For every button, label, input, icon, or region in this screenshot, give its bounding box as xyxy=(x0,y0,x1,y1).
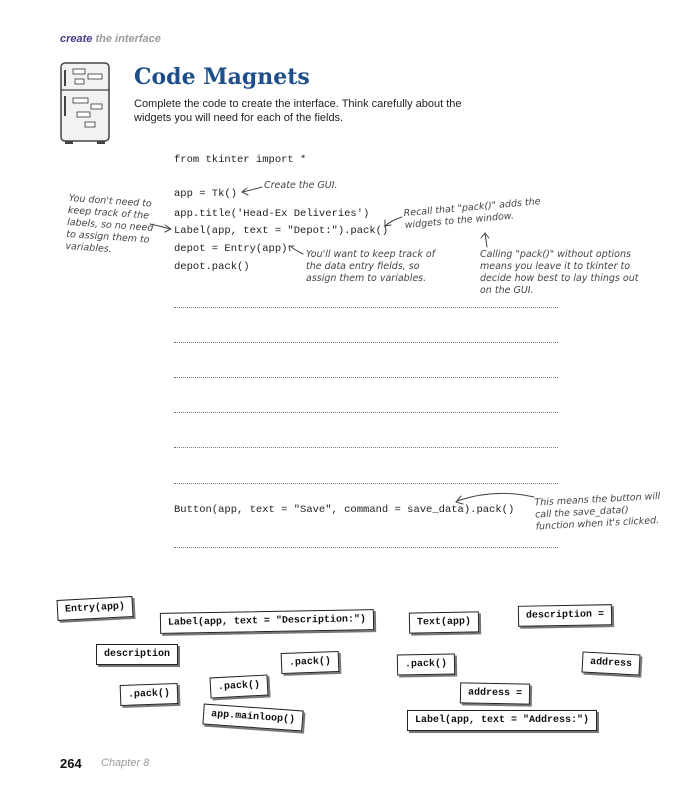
intro-text: Complete the code to create the interface. Think carefully about the widgets you will need for each of the fields. xyxy=(134,98,462,124)
magnet-mainloop[interactable]: app.mainloop() xyxy=(202,704,303,732)
code-line-depot-entry: depot = Entry(app) xyxy=(174,243,288,255)
header-text: the interface xyxy=(95,33,161,45)
code-line-title: app.title('Head-Ex Deliveries') xyxy=(174,208,370,220)
code-line-depot-pack: depot.pack() xyxy=(174,261,250,273)
code-line-button: Button(app, text = "Save", command = save_data).pack() xyxy=(174,504,515,516)
page-number: 264 xyxy=(60,756,82,771)
magnet-pack[interactable]: .pack() xyxy=(281,651,340,674)
magnet-address[interactable]: address xyxy=(581,651,640,675)
magnet-pack[interactable]: .pack() xyxy=(120,683,179,706)
note-pack-options: Calling "pack()" without options means you leave it to tkinter to decide how best to lay things out on the GUI. xyxy=(480,249,639,296)
header-highlight: create xyxy=(60,33,93,45)
note-create-gui: Create the GUI. xyxy=(264,180,338,191)
magnet-label-address[interactable]: Label(app, text = "Address:") xyxy=(407,710,597,731)
code-line-tk: app = Tk() xyxy=(174,188,238,200)
magnet-entry[interactable]: Entry(app) xyxy=(57,596,134,621)
magnet-description[interactable]: description xyxy=(96,644,178,665)
magnet-description-assign[interactable]: description = xyxy=(518,604,612,627)
magnet-label-description[interactable]: Label(app, text = "Description:") xyxy=(160,609,374,634)
chapter-label: Chapter 8 xyxy=(101,757,150,769)
page-title: Code Magnets xyxy=(134,64,310,90)
note-labels: You don't need to keep track of the labels, so no need to assign them to variables. xyxy=(65,192,154,256)
note-button: This means the button will call the save_data() function when it's clicked. xyxy=(534,490,661,533)
note-recall-pack: Recall that "pack()" adds the widgets to the window. xyxy=(403,196,541,232)
magnet-pack[interactable]: .pack() xyxy=(397,653,455,675)
code-line-depot-label: Label(app, text = "Depot:").pack() xyxy=(174,225,389,237)
magnet-address-assign[interactable]: address = xyxy=(460,682,530,704)
note-entry-fields: You'll want to keep track of the data entry fields, so assign them to variables. xyxy=(306,249,436,284)
code-line-import: from tkinter import * xyxy=(174,154,307,166)
magnet-pack[interactable]: .pack() xyxy=(209,674,268,698)
magnet-text[interactable]: Text(app) xyxy=(409,611,479,633)
